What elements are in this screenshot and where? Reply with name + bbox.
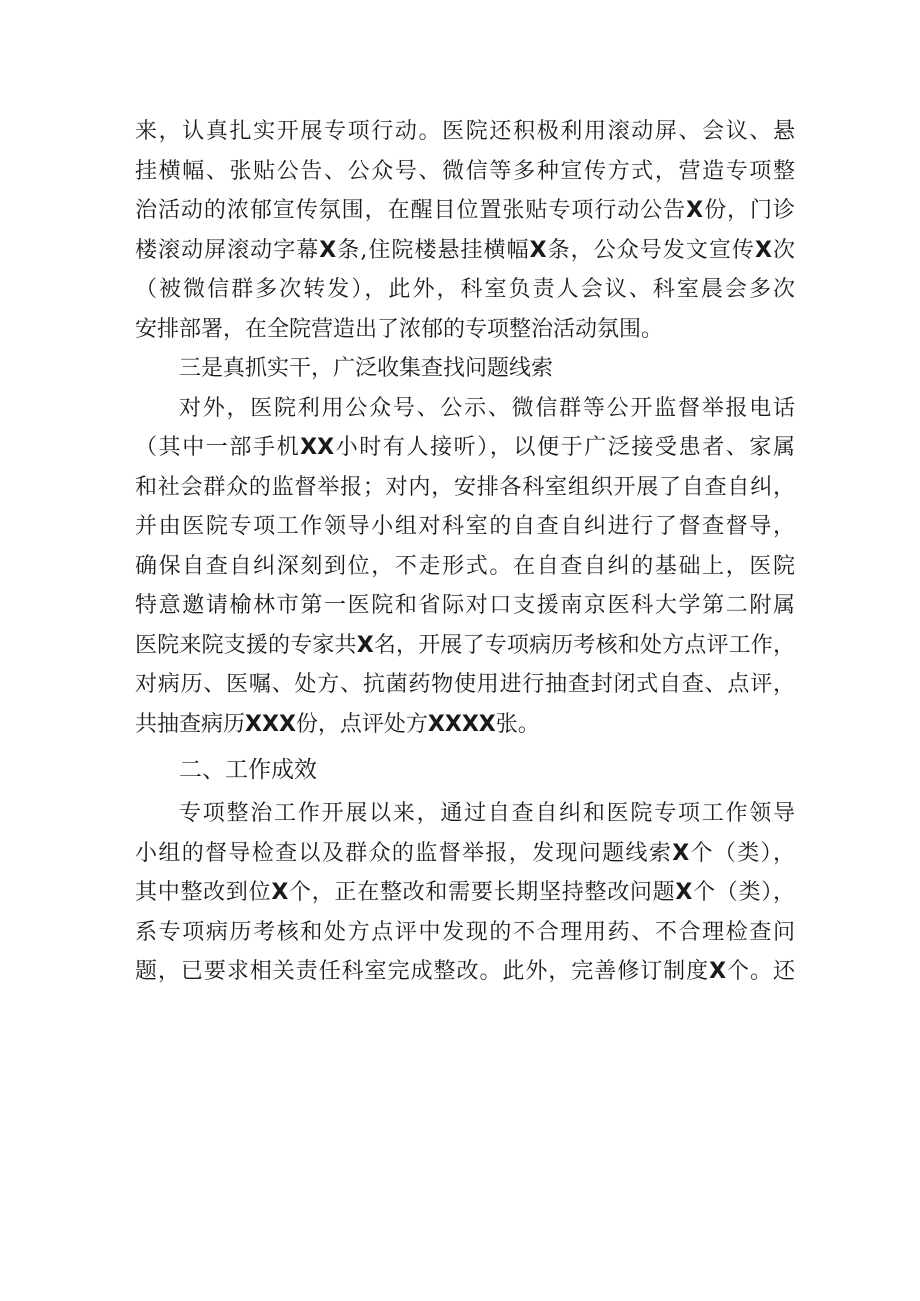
paragraph-results bbox=[135, 794, 795, 992]
text-run: 个。还 bbox=[726, 959, 795, 984]
text-line bbox=[135, 547, 795, 587]
placeholder-count: X bbox=[529, 237, 547, 263]
text-run: 小组的督导检查以及群众的监督举报，发现问题线索 bbox=[135, 840, 673, 866]
text-run: 条,住院楼悬挂横幅 bbox=[336, 237, 530, 263]
text-line bbox=[135, 873, 795, 913]
placeholder-count: X bbox=[754, 237, 772, 263]
text-line bbox=[135, 152, 795, 192]
text-line bbox=[135, 834, 795, 874]
placeholder-count: X bbox=[319, 237, 337, 263]
text-run: 题，已要求相关责任科室完成整改。此外，完善修订制度 bbox=[135, 959, 710, 984]
placeholder-count: X bbox=[672, 840, 690, 866]
text-run: 名，开展了专项病历考核和处方点评工作， bbox=[373, 632, 795, 658]
text-run: 其中整改到位 bbox=[135, 880, 272, 905]
text-run: 次 bbox=[771, 237, 795, 263]
text-run: 份，点评处方 bbox=[295, 711, 428, 737]
text-run: 个，正在整改和需要长期坚持整改问题 bbox=[288, 880, 676, 905]
text-line bbox=[135, 191, 795, 231]
placeholder-count: XXX bbox=[245, 711, 296, 737]
placeholder-count: X bbox=[686, 198, 704, 223]
text-line bbox=[135, 310, 795, 350]
text-run: （被微信群多次转发），此外，科室负责人会议、科室晨会多次 bbox=[135, 277, 795, 302]
text-run: 张。 bbox=[495, 711, 540, 737]
text-line bbox=[135, 112, 795, 152]
text-run: 确保自查自纠深刻到位，不走形式。在自查自纠的基础上，医院 bbox=[135, 553, 795, 579]
text-line bbox=[135, 270, 795, 310]
text-run: 系专项病历考核和处方点评中发现的不合理用药、不合理检查问 bbox=[135, 919, 795, 945]
text-run: 和社会群众的监督举报；对内，安排各科室组织开展了自查自纠， bbox=[135, 474, 795, 500]
placeholder-count: X bbox=[709, 959, 727, 984]
text-run: 楼滚动屏滚动字幕 bbox=[135, 237, 320, 263]
text-run: 医院来院支援的专家共 bbox=[135, 632, 357, 658]
text-run: （其中一部手机 bbox=[135, 435, 301, 460]
text-run: 安排部署，在全院营造出了浓郁的专项整治活动氛围。 bbox=[135, 316, 664, 342]
document-body bbox=[135, 112, 795, 992]
text-line bbox=[135, 913, 795, 953]
text-run: 挂横幅、张贴公告、公众号、微信等多种宣传方式，营造专项整 bbox=[135, 158, 795, 184]
placeholder-count: X bbox=[356, 632, 374, 658]
text-run: 条，公众号发文宣传 bbox=[546, 237, 755, 263]
text-run: 来，认真扎实开展专项行动。医院还积极利用滚动屏、会议、悬 bbox=[135, 119, 795, 144]
text-line bbox=[135, 626, 795, 666]
text-run: 共抽查病历 bbox=[135, 711, 246, 737]
placeholder-count: XXXX bbox=[427, 711, 496, 737]
text-run: 专项整治工作开展以来，通过自查自纠和医院专项工作领导 bbox=[179, 801, 795, 826]
text-line bbox=[135, 665, 795, 705]
placeholder-count: X bbox=[271, 880, 289, 905]
subsection-title: 三是真抓实干，广泛收集查找问题线索 bbox=[179, 356, 554, 381]
section-heading: 二、工作成效 bbox=[179, 757, 317, 783]
text-run: 对外，医院利用公众号、公示、微信群等公开监督举报电话 bbox=[179, 395, 795, 421]
placeholder-count: XX bbox=[300, 435, 335, 460]
text-line bbox=[135, 231, 795, 271]
text-line bbox=[135, 428, 795, 468]
paragraph-clue-collection bbox=[135, 389, 795, 745]
text-run: 并由医院专项工作领导小组对科室的自查自纠进行了督查督导， bbox=[135, 514, 795, 539]
text-run: 个（类）， bbox=[692, 880, 795, 905]
text-run: 个（类）， bbox=[689, 840, 795, 866]
text-run: 份，门诊 bbox=[703, 198, 795, 223]
text-line bbox=[135, 468, 795, 508]
placeholder-count: X bbox=[675, 880, 693, 905]
text-run: 治活动的浓郁宣传氛围，在醒目位置张贴专项行动公告 bbox=[135, 198, 687, 223]
paragraph-propaganda bbox=[135, 112, 795, 349]
text-line bbox=[135, 586, 795, 626]
text-run: 特意邀请榆林市第一医院和省际对口支援南京医科大学第二附属 bbox=[135, 593, 795, 618]
text-line bbox=[135, 507, 795, 547]
text-run: 小时有人接听），以便于广泛接受患者、家属 bbox=[334, 435, 795, 460]
text-run: 对病历、医嘱、处方、抗菌药物使用进行抽查封闭式自查、点评， bbox=[135, 672, 795, 697]
text-line bbox=[135, 794, 795, 834]
text-line bbox=[135, 952, 795, 992]
text-line bbox=[135, 389, 795, 429]
text-line bbox=[135, 705, 795, 745]
